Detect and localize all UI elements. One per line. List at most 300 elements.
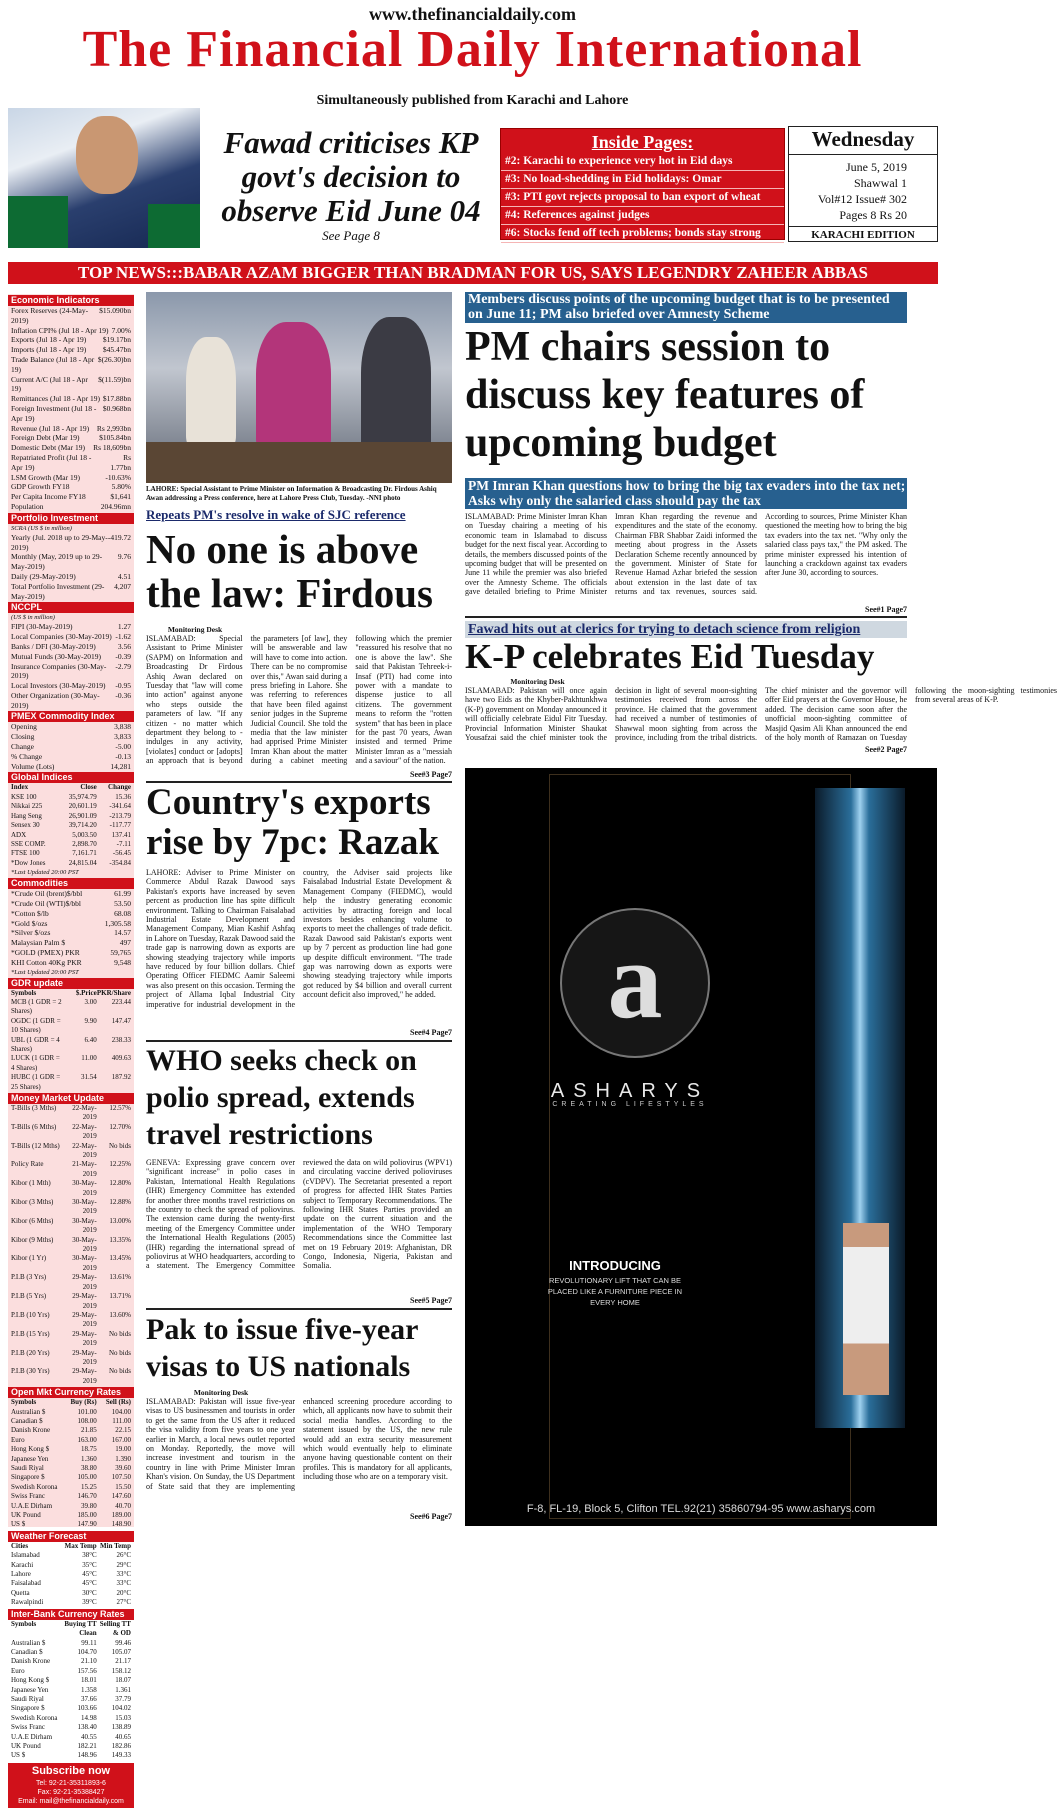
openmkt-row	[8, 1445, 134, 1454]
market-sidebar	[8, 294, 134, 1805]
interbank-cell: 1.358	[80, 1685, 97, 1694]
commodities-cell: *Crude Oil (brent)$/bbl	[11, 889, 83, 899]
economic-cell: Rs 1.77bn	[110, 452, 131, 472]
economic-row	[8, 404, 134, 424]
who-headline[interactable]: WHO seeks check on polio spread, extends travel restrictions	[146, 1044, 417, 1151]
commodities-row	[8, 938, 134, 948]
global-cell: Nikkai 225	[11, 802, 43, 811]
nccpl-title: NCCPL	[8, 602, 134, 613]
interbank-title: Inter-Bank Currency Rates	[8, 1609, 134, 1620]
global-cell: SSE COMP.	[11, 839, 46, 848]
portfolio-cell: 9.76	[117, 552, 131, 562]
openmkt-row	[8, 1408, 134, 1417]
gdr-cell: 9.90	[84, 1016, 97, 1025]
weather-cell: 27°C	[116, 1598, 131, 1607]
economic-cell: Domestic Debt (Mar 19)	[11, 443, 85, 453]
gdr-cell: 409.63	[111, 1054, 131, 1063]
pmex-row	[8, 762, 134, 772]
economic-cell: Per Capita Income FY18	[11, 492, 86, 502]
money-cell: 30-May-2019	[72, 1198, 97, 1216]
gdr-row	[8, 998, 134, 1017]
portfolio-cell: 4.51	[117, 571, 131, 581]
commodities-cell: 59,765	[110, 947, 131, 957]
interbank-row	[8, 1648, 134, 1657]
money-cell: Kibor (6 Mths)	[11, 1216, 54, 1225]
budget-body: ISLAMABAD: Prime Minister Imran Khan on Tuesday chairing a meeting of his economic team in Islamabad to discuss budget for the next fiscal year. According to details, the members discussed points of the upcoming budget that will be presented on June 11 while the premier was also briefed over the Amnesty Scheme. The officials gave detailed briefing to Prime Minister Imran Khan regarding the revenue and expenditures and the state of the economy. Chairman FBR Shabbar Zaidi informed the meeting about progress in the Assets Declaration Scheme recently announced by the government. Minister of State for Revenue Hamad Azhar briefed the session about extension in the last date of tax returns and tax revenues, sources said. According to sources, Prime Minister Khan questioned the meeting how to bring the big tax evaders into the tax net. "Why only the salaried class pays tax," the PM asked. The prime minister expressed his intention of launching a crackdown against tax evaders after June 30, according to sources.	[465, 512, 907, 597]
budget-subdeck: PM Imran Khan questions how to bring the big tax evaders into the tax net; Asks why only the salaried class should pay the tax	[465, 478, 907, 509]
openmkt-row	[8, 1502, 134, 1511]
commodities-cell: 53.50	[114, 898, 131, 908]
global-cell: 7,161.71	[72, 849, 97, 858]
nccpl-row	[8, 632, 134, 642]
global-header-cell: Change	[108, 783, 131, 792]
economic-cell: Trade Balance (Jul 18 - Apr 19)	[11, 354, 95, 374]
money-cell: No bids	[109, 1348, 131, 1357]
economic-cell: Foreign Investment (Jul 18 - Apr 19)	[11, 403, 97, 423]
openmkt-cell: 147.60	[111, 1492, 131, 1501]
economic-row	[8, 502, 134, 512]
money-cell: P.I.B (5 Yrs)	[11, 1292, 47, 1301]
gdr-cell: MCB (1 GDR = 2 Shares)	[11, 997, 62, 1016]
asharys-advertisement[interactable]	[465, 768, 937, 1526]
exports-body: LAHORE: Adviser to Prime Minister on Commerce Abdul Razak Dawood says Pakistan's exports have increased by seven percent as production line has spite difficult environment. Talking to Chairman Faisalabad Industrial Estate Development and Management Company, Mian Kashif Ashfaq in Lahore on Tuesday, Razak Dawood said the trade gap is narrowing down as exports are showing steadying trajectory while imports have reduced by four billion dollars. Chief Operating Officer FIEDMC Aamir Saleemi was also present on this occasion. Terming the project of Allama Iqbal Industrial City imperative for industrial development in the country, the Adviser said projects like Faisalabad Industrial Estate Development & Management Company (FIEDMC), would help the industry generating economic activities by attracting foreign and local investors besides enhancing volume to exports to meet the challenges of trade deficit. Razak Dawood said Pakistan's exports went up by 7 percent as production line had gone up despite difficult environment. "The trade gap was narrowing down as exports were showing steadying trajectory while imports got reduced by $4 billion and overall current account deficit also improved," he added.	[146, 868, 452, 1009]
budget-deck: Members discuss points of the upcoming budget that is to be presented on June 11; PM also briefed over Amnesty Scheme	[465, 292, 907, 323]
commodities-cell: *Silver $/ozs	[11, 928, 51, 938]
commodities-cell: *Gold $/ozs	[11, 918, 48, 928]
weather-cell: 39°C	[82, 1598, 97, 1607]
economic-cell: GDP Growth FY18	[11, 482, 70, 492]
firdous-see-link[interactable]: See#3 Page7	[410, 770, 452, 779]
inside-page-item[interactable]: #4: References against judges	[501, 207, 784, 225]
economic-cell: Remittances (Jul 18 - Apr 19)	[11, 394, 100, 404]
money-cell: 13.60%	[109, 1310, 131, 1319]
openmkt-cell: Japanese Yen	[11, 1454, 49, 1463]
global-cell: 39,714.20	[68, 821, 97, 830]
pmex-cell: % Change	[11, 751, 43, 761]
openmkt-cell: Swedish Korona	[11, 1482, 58, 1491]
photo-caption: LAHORE: Special Assistant to Prime Minister on Information & Broadcasting Dr. Firdous Ashiq Awan addressing a Press conference, here at Lahore Press Club, Tuesday. -NNI photo	[146, 485, 437, 502]
economic-row	[8, 326, 134, 336]
subscribe-tel: Tel: 92-21-35311893-6	[36, 1779, 106, 1787]
dateline-date: June 5, 2019	[846, 160, 907, 174]
money-row	[8, 1123, 134, 1142]
money-cell: T-Bills (12 Mths)	[11, 1141, 60, 1150]
economic-cell: LSM Growth (Mar 19)	[11, 472, 80, 482]
interbank-row	[8, 1667, 134, 1676]
money-cell: Kibor (3 Mths)	[11, 1198, 54, 1207]
openmkt-row	[8, 1417, 134, 1426]
portfolio-title: Portfolio Investment	[8, 513, 134, 524]
ad-tagline: CREATING LIFESTYLES	[552, 1101, 708, 1108]
portfolio-note: SCRA (US $ in million)	[11, 524, 72, 532]
openmkt-cell: U.A.E Dirham	[11, 1501, 53, 1510]
economic-cell: 204.96mn	[100, 501, 131, 511]
visa-see-link[interactable]: See#6 Page7	[410, 1512, 452, 1521]
subscribe-fax: Fax: 92-21-35388427	[37, 1788, 105, 1796]
money-cell: P.I.B (3 Yrs)	[11, 1273, 47, 1282]
openmkt-row	[8, 1483, 134, 1492]
commodities-cell: *Crude Oil (WTI)$/bbl	[11, 898, 81, 908]
money-cell: 29-May-2019	[72, 1329, 97, 1348]
interbank-cell: 21.17	[115, 1657, 131, 1666]
economic-cell: Current A/C (Jul 18 - Apr 19)	[11, 374, 88, 394]
openmkt-row	[8, 1426, 134, 1435]
pmex-cell: 14,281	[110, 761, 131, 771]
global-cell: 5,003.50	[72, 830, 97, 839]
open-market-rates	[8, 1387, 134, 1530]
money-cell: 29-May-2019	[72, 1310, 97, 1329]
interbank-cell: 138.40	[77, 1723, 97, 1732]
money-row	[8, 1198, 134, 1217]
money-row	[8, 1160, 134, 1179]
openmkt-cell: 185.00	[77, 1511, 97, 1520]
commodities-title: Commodities	[8, 878, 134, 889]
economic-title: Economic Indicators	[8, 295, 134, 306]
commodities-cell: 497	[119, 938, 131, 948]
weather-row	[8, 1598, 134, 1607]
subscribe-contact	[8, 1779, 134, 1808]
money-cell: Policy Rate	[11, 1160, 44, 1169]
money-row	[8, 1142, 134, 1161]
inside-page-item[interactable]: #6: Stocks fend off tech problems; bonds stay strong	[501, 225, 784, 243]
lead-promo-see: See Page 8	[322, 228, 380, 243]
interbank-cell: 1.361	[115, 1685, 131, 1694]
pmex-row	[8, 742, 134, 752]
portfolio-row	[8, 582, 134, 602]
openmkt-cell: 107.50	[111, 1473, 131, 1482]
interbank-rates	[8, 1609, 134, 1761]
nccpl-cell: Insurance Companies (30-May-2019)	[11, 661, 107, 681]
who-see-link[interactable]: See#5 Page7	[410, 1296, 452, 1305]
global-note: *Last Updated 20:00 PST	[11, 869, 79, 877]
openmkt-cell: Danish Krone	[11, 1426, 51, 1435]
weather-cell: 35°C	[82, 1560, 97, 1569]
pmex-cell: 3,833	[114, 732, 131, 742]
commodities-cell: *GOLD (PMEX) PKR	[11, 947, 80, 957]
weather-cell: 20°C	[116, 1588, 131, 1597]
ad-brand: ASHARYS	[550, 1080, 710, 1102]
openmkt-cell: 21.85	[80, 1426, 97, 1435]
nccpl-cell: Other Organization (30-May-2019)	[11, 690, 100, 710]
money-cell: 30-May-2019	[72, 1254, 97, 1272]
who-body: GENEVA: Expressing grave concern over "significant increase" in polio cases in Pakistan, International Health Regulations (IHR) Emergency Committee has extended for another three months travel restrictions on the country to check the spread of poliovirus. The extension came during the twenty-first meeting of the Emergency Committee under the International Health Regulations (2005) (IHR) regarding the international spread of poliovirus at WHO headquarters, according to a statement. The Emergency Committee reviewed the data on wild poliovirus (WPV1) and circulating vaccine derived polioviruses (cVDPV). The Secretariat presented a report of progress for affected IHR States Parties subject to Temporary Recommendations. The following IHR States Parties provided an update on the current situation and the implementation of the WHO Temporary Recommendations since the Committee last met on 19 February 2019: Afghanistan, DR Congo, Indonesia, Nigeria, Pakistan and Somalia.	[146, 1158, 452, 1271]
interbank-cell: 37.79	[115, 1694, 131, 1703]
global-row	[8, 812, 134, 821]
interbank-cell: 18.07	[115, 1676, 131, 1685]
openmkt-cell: Swiss Franc	[11, 1492, 46, 1501]
gdr-cell: OGDC (1 GDR = 10 Shares)	[11, 1016, 61, 1035]
interbank-header-cell: Symbols	[11, 1619, 37, 1628]
weather-cell: Faisalabad	[11, 1579, 41, 1588]
ad-intro: INTRODUCING	[569, 1258, 661, 1273]
gdr-update	[8, 978, 134, 1092]
economic-cell: 5.80%	[111, 482, 131, 492]
visa-headline[interactable]: Pak to issue five-year visas to US nationals	[146, 1313, 418, 1383]
global-cell: 137.41	[111, 830, 131, 839]
economic-cell: Inflation CPI% (Jul 18 - Apr 19)	[11, 325, 109, 335]
nccpl-note: (US $ in million)	[11, 614, 55, 622]
openmkt-cell: 189.00	[111, 1511, 131, 1520]
economic-row	[8, 345, 134, 355]
firdous-headline[interactable]: No one is above the law: Firdous	[146, 526, 433, 616]
gdr-cell: 187.92	[111, 1073, 131, 1082]
commodities-row	[8, 919, 134, 929]
commodities-row	[8, 909, 134, 919]
subscribe-email[interactable]: Email: mail@thefinancialdaily.com	[18, 1797, 124, 1805]
openmkt-row	[8, 1511, 134, 1520]
openmkt-cell: 15.25	[80, 1482, 97, 1491]
interbank-header-cell: Selling TT & OD	[99, 1619, 131, 1638]
divider	[146, 1308, 452, 1310]
weather-forecast	[8, 1531, 134, 1608]
interbank-row	[8, 1676, 134, 1685]
ad-intro-text: REVOLUTIONARY LIFT THAT CAN BE PLACED LIKE A FURNITURE PIECE IN EVERY HOME	[547, 1276, 683, 1307]
pmex-row	[8, 722, 134, 732]
economic-row	[8, 492, 134, 502]
interbank-cell: Japanese Yen	[11, 1685, 49, 1694]
economic-cell: Population	[11, 501, 44, 511]
commodities-row	[8, 948, 134, 958]
portfolio-cell: Monthly (May, 2019 up to 29-May-2019)	[11, 552, 103, 572]
openmkt-row	[8, 1464, 134, 1473]
interbank-cell: Swiss Franc	[11, 1723, 46, 1732]
openmkt-cell: 105.00	[77, 1473, 97, 1482]
pmex-index	[8, 711, 134, 771]
economic-row	[8, 355, 134, 375]
weather-cell: Islamabad	[11, 1551, 40, 1560]
openmkt-cell: 1.360	[80, 1454, 97, 1463]
money-cell: 30-May-2019	[72, 1235, 97, 1254]
interbank-cell: 40.65	[115, 1732, 131, 1741]
interbank-cell: Euro	[11, 1666, 25, 1675]
money-cell: 13.45%	[109, 1254, 131, 1263]
money-cell: Kibor (9 Mths)	[11, 1235, 54, 1244]
interbank-cell: Swedish Korona	[11, 1713, 58, 1722]
interbank-row	[8, 1657, 134, 1666]
global-cell: Hang Seng	[11, 811, 42, 820]
eid-headline[interactable]: K-P celebrates Eid Tuesday	[465, 637, 875, 676]
interbank-cell: 37.66	[80, 1694, 97, 1703]
gdr-row	[8, 1054, 134, 1073]
commodities-cell: 1,305.58	[104, 918, 131, 928]
interbank-row	[8, 1639, 134, 1648]
inside-page-item[interactable]: #3: PTI govt rejects proposal to ban export of wheat	[501, 189, 784, 207]
nccpl-cell: -2.79	[115, 661, 131, 671]
global-cell: 26,901.09	[68, 811, 97, 820]
money-cell: 13.00%	[109, 1216, 131, 1225]
openmkt-cell: 167.00	[111, 1435, 131, 1444]
inside-page-item[interactable]: #3: No load-shedding in Eid holidays: Omar	[501, 171, 784, 189]
economic-cell: Repatriated Profit (Jul 18 - Apr 19)	[11, 452, 92, 472]
divider	[465, 616, 907, 618]
money-cell: 22-May-2019	[72, 1103, 97, 1122]
economic-cell: Revenue (Jul 18 - Apr 19)	[11, 423, 90, 433]
global-row	[8, 831, 134, 840]
gdr-header-cell: Symbols	[11, 988, 37, 997]
dateline-hijri: Shawwal 1	[854, 176, 907, 190]
gdr-cell: LUCK (1 GDR = 4 Shares)	[11, 1054, 60, 1072]
publication-line: Simultaneously published from Karachi and Lahore	[316, 93, 629, 108]
money-row	[8, 1217, 134, 1236]
openmkt-cell: Canadian $	[11, 1416, 43, 1425]
money-row	[8, 1349, 134, 1368]
weather-cell: 33°C	[116, 1570, 131, 1579]
weather-header-cell: Max Temp	[64, 1541, 97, 1550]
money-cell: P.I.B (10 Yrs)	[11, 1310, 50, 1319]
money-cell: P.I.B (20 Yrs)	[11, 1348, 50, 1357]
interbank-cell: Saudi Riyal	[11, 1694, 44, 1703]
nccpl-cell: Banks / DFI (30-May-2019)	[11, 641, 96, 651]
economic-cell: $(11.59)bn	[98, 374, 131, 384]
firdous-subhead: Repeats PM's resolve in wake of SJC reference	[146, 507, 406, 522]
openmkt-cell: Saudi Riyal	[11, 1464, 44, 1472]
eid-see-link[interactable]: See#2 Page7	[865, 745, 907, 754]
gdr-header-cell: PKR/Share	[96, 988, 131, 997]
gdr-header-cell: $.Price	[75, 988, 97, 997]
global-row	[8, 793, 134, 802]
portfolio-cell: Yearly (Jul. 2018 up to 29-May-2019)	[11, 532, 108, 552]
money-cell: 13.35%	[109, 1235, 131, 1244]
openmkt-row	[8, 1520, 134, 1529]
global-cell: Sensex 30	[11, 821, 40, 830]
lead-promo-headline[interactable]: Fawad criticises KP govt's decision to observe Eid June 04	[221, 125, 481, 228]
weather-row	[8, 1589, 134, 1598]
inside-page-item[interactable]: #2: Karachi to experience very hot in Eid days	[501, 153, 784, 171]
global-cell: FTSE 100	[11, 849, 40, 858]
nccpl-cell: Local Investors (30-May-2019)	[11, 681, 106, 691]
nccpl-row	[8, 642, 134, 652]
portfolio-cell: -419.72	[107, 532, 131, 542]
interbank-cell: 148.96	[77, 1751, 97, 1760]
interbank-cell: 21.10	[80, 1657, 97, 1666]
interbank-cell: 182.21	[77, 1741, 97, 1750]
firdous-byline: Monitoring Desk	[167, 625, 223, 634]
openmkt-cell: 39.80	[80, 1501, 97, 1510]
global-cell: KSE 100	[11, 792, 37, 801]
interbank-row	[8, 1686, 134, 1695]
gdr-header-row	[8, 989, 134, 998]
economic-cell: $45.47bn	[102, 345, 131, 355]
economic-cell: -10.63%	[105, 472, 131, 482]
pmex-cell: -0.13	[115, 751, 131, 761]
pmex-cell: -5.00	[115, 742, 131, 752]
nccpl	[8, 602, 134, 710]
commodities-cell: 14.57	[114, 928, 131, 938]
interbank-cell: 158.12	[111, 1666, 131, 1675]
economic-cell: Foreign Debt (Mar 19)	[11, 433, 80, 443]
eid-deck: Fawad hits out at clerics for trying to detach science from religion	[465, 621, 907, 638]
gdr-cell: UBL (1 GDR = 4 Shares)	[11, 1035, 60, 1053]
site-url[interactable]: www.thefinancialdaily.com	[368, 4, 576, 24]
global-cell: 15.36	[115, 792, 131, 801]
openmkt-cell: 18.75	[80, 1445, 97, 1454]
inside-pages-title: Inside Pages:	[591, 132, 694, 152]
economic-cell: Forex Reserves (24-May-2019)	[11, 306, 89, 325]
weather-cell: 45°C	[82, 1579, 97, 1588]
exports-headline[interactable]: Country's exports rise by 7pc: Razak	[146, 782, 439, 863]
global-indices	[8, 772, 134, 877]
economic-row	[8, 375, 134, 395]
money-row	[8, 1236, 134, 1255]
money-cell: 22-May-2019	[72, 1122, 97, 1141]
interbank-cell: U.A.E Dirham	[11, 1732, 53, 1741]
openmkt-cell: 108.00	[77, 1416, 97, 1425]
interbank-row	[8, 1695, 134, 1704]
nccpl-cell: Mutual Funds (30-May-2019)	[11, 651, 101, 661]
weather-row	[8, 1579, 134, 1588]
exports-see-link[interactable]: See#4 Page7	[410, 1028, 452, 1037]
gdr-row	[8, 1017, 134, 1036]
interbank-cell: 157.56	[77, 1666, 97, 1675]
global-cell: 2,898.70	[72, 839, 97, 848]
money-market	[8, 1093, 134, 1386]
weather-cell: Rawalpindi	[11, 1598, 44, 1607]
openmkt-cell: 104.00	[111, 1407, 131, 1416]
subscribe-button[interactable]: Subscribe now	[8, 1763, 134, 1779]
commodities-cell: 9,548	[114, 957, 131, 967]
economic-row	[8, 306, 134, 326]
economic-cell: Rs 2,993bn	[96, 423, 131, 433]
commodities-row	[8, 928, 134, 938]
interbank-cell: 149.33	[111, 1751, 131, 1760]
ad-address[interactable]: F-8, FL-19, Block 5, Clifton TEL.92(21) 35860794-95 www.asharys.com	[526, 1503, 876, 1515]
interbank-cell: Australian $	[11, 1638, 46, 1647]
economic-cell: $15.090bn	[99, 306, 131, 315]
money-row	[8, 1179, 134, 1198]
pmex-row	[8, 752, 134, 762]
global-cell: 24,815.04	[68, 858, 97, 867]
openmkt-title: Open Mkt Currency Rates	[8, 1387, 134, 1398]
weather-row	[8, 1561, 134, 1570]
global-header-cell: Index	[11, 783, 29, 792]
global-row	[8, 849, 134, 858]
top-news-banner[interactable]: TOP NEWS:::BABAR AZAM BIGGER THAN BRADMAN FOR US, SAYS LEGENDRY ZAHEER ABBAS	[8, 262, 938, 284]
openmkt-row	[8, 1492, 134, 1501]
nccpl-cell: -0.36	[115, 690, 131, 700]
money-row	[8, 1273, 134, 1292]
pmex-cell: 3,838	[114, 722, 131, 732]
portfolio-row	[8, 552, 134, 572]
money-cell: No bids	[109, 1367, 131, 1376]
money-cell: 12.57%	[109, 1103, 131, 1112]
global-row	[8, 821, 134, 830]
global-row	[8, 859, 134, 868]
openmkt-cell: 163.00	[77, 1435, 97, 1444]
weather-cell: Lahore	[11, 1570, 31, 1579]
openmkt-cell: 147.90	[77, 1520, 97, 1529]
openmkt-cell: Euro	[11, 1435, 25, 1444]
nccpl-cell: FIPI (30-May-2019)	[11, 622, 73, 632]
budget-headline[interactable]: PM chairs session to discuss key features of upcoming budget	[465, 324, 865, 466]
dateline-pages: Pages 8 Rs 20	[839, 208, 907, 222]
portfolio-row	[8, 533, 134, 553]
openmkt-cell: 38.80	[80, 1464, 97, 1472]
openmkt-cell: UK Pound	[11, 1511, 41, 1520]
interbank-header-row	[8, 1620, 134, 1639]
global-cell: ADX	[11, 830, 27, 839]
budget-see-link[interactable]: See#1 Page7	[865, 605, 907, 614]
pmex-cell: Closing	[11, 732, 35, 742]
economic-cell: Exports (Jul 18 - Apr 19)	[11, 335, 87, 345]
economic-row	[8, 482, 134, 492]
money-cell: 12.80%	[109, 1179, 131, 1188]
pmex-row	[8, 732, 134, 742]
openmkt-cell: Australian $	[11, 1407, 46, 1416]
money-cell: 13.71%	[109, 1292, 131, 1301]
portfolio-investment	[8, 513, 134, 602]
global-title: Global Indices	[8, 772, 134, 783]
gdr-cell: 147.47	[111, 1016, 131, 1025]
